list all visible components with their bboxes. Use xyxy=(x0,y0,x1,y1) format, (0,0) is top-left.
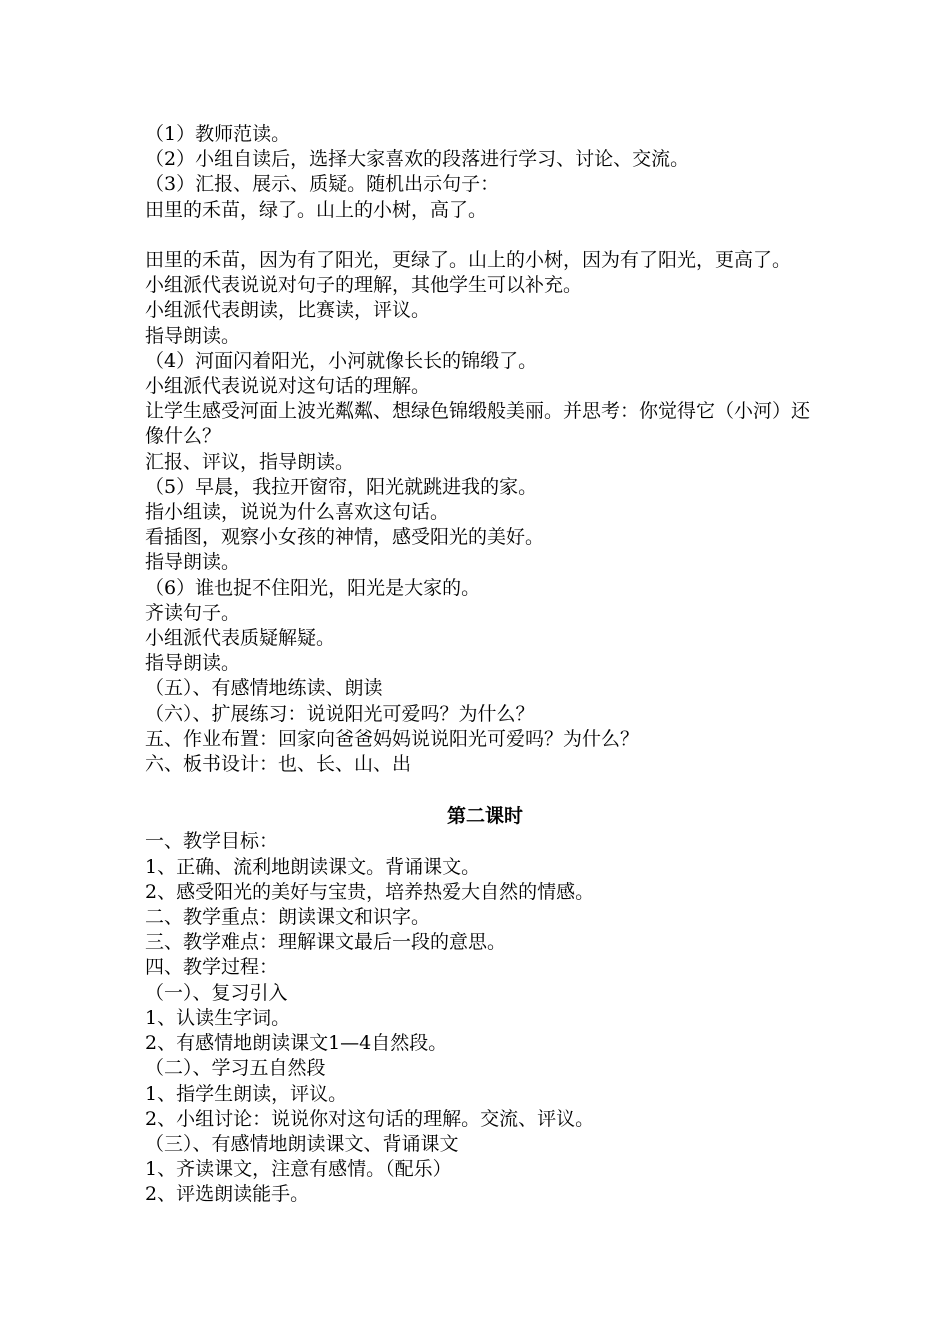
blank-line xyxy=(145,777,825,804)
text-paragraph: 让学生感受河面上波光粼粼、想绿色锦缎般美丽。并思考：你觉得它（小河）还像什么？ xyxy=(145,400,811,448)
text-line: 小组派代表质疑解疑。 xyxy=(145,627,336,650)
text-line: 二、教学重点：朗读课文和识字。 xyxy=(145,906,431,929)
text-line: 小组派代表说说对这句话的理解。 xyxy=(145,375,431,398)
text-line: 汇报、评议，指导朗读。 xyxy=(145,450,355,473)
text-line: 小组派代表朗读，比赛读，评议。 xyxy=(145,299,431,322)
text-line: （五）、有感情地练读、朗读 xyxy=(145,677,383,700)
text-paragraph: 田里的禾苗，因为有了阳光，更绿了。山上的小树，因为有了阳光，更高了。 xyxy=(145,249,792,271)
text-line: 四、教学过程： xyxy=(145,956,279,979)
text-line: 指导朗读。 xyxy=(145,324,241,347)
text-line: 1、齐读课文，注意有感情。（配乐） xyxy=(145,1158,452,1181)
text-line: 齐读句子。 xyxy=(145,601,241,624)
text-line: 田里的禾苗，绿了。山上的小树，高了。 xyxy=(145,198,488,221)
text-line: （6）谁也捉不住阳光，阳光是大家的。 xyxy=(145,576,481,599)
text-line: 看插图，观察小女孩的神情，感受阳光的美好。 xyxy=(145,526,545,549)
text-line: （三）、有感情地朗读课文、背诵课文 xyxy=(145,1132,459,1155)
text-line: （5）早晨，我拉开窗帘，阳光就跳进我的家。 xyxy=(145,475,538,498)
text-line: （2）小组自读后，选择大家喜欢的段落进行学习、讨论、交流。 xyxy=(145,148,690,171)
text-line: 2、有感情地朗读课文1—4自然段。 xyxy=(145,1032,448,1055)
text-line: 指导朗读。 xyxy=(145,652,241,675)
text-line: （4）河面闪着阳光，小河就像长长的锦缎了。 xyxy=(145,349,538,372)
text-line: 指小组读，说说为什么喜欢这句话。 xyxy=(145,501,450,524)
text-line: 小组派代表说说对句子的理解，其他学生可以补充。 xyxy=(145,274,583,297)
text-line: 一、教学目标： xyxy=(145,830,279,853)
text-line: 三、教学难点：理解课文最后一段的意思。 xyxy=(145,931,507,954)
text-line: （3）汇报、展示、质疑。随机出示句子： xyxy=(145,173,500,196)
section-heading: 第二课时 xyxy=(446,805,523,828)
text-line: 指导朗读。 xyxy=(145,551,241,574)
text-line: （1）教师范读。 xyxy=(145,123,291,145)
text-line: 五、作业布置：回家向爸爸妈妈说说阳光可爱吗？为什么？ xyxy=(145,727,640,750)
text-line: （六）、扩展练习：说说阳光可爱吗？为什么？ xyxy=(145,702,535,725)
text-line: （二）、学习五自然段 xyxy=(145,1057,326,1080)
text-line: （一）、复习引入 xyxy=(145,981,288,1004)
text-line: 六、板书设计：也、长、山、出 xyxy=(145,753,412,776)
text-line: 1、正确、流利地朗读课文。背诵课文。 xyxy=(145,855,481,878)
text-line: 1、指学生朗读，评议。 xyxy=(145,1082,348,1105)
blank-line xyxy=(145,223,825,248)
document-body xyxy=(145,122,825,1208)
text-line: 1、认读生字词。 xyxy=(145,1006,291,1029)
text-line: 2、小组讨论：说说你对这句话的理解。交流、评议。 xyxy=(145,1107,595,1130)
text-line: 2、评选朗读能手。 xyxy=(145,1183,310,1206)
text-line: 2、感受阳光的美好与宝贵，培养热爱大自然的情感。 xyxy=(145,880,595,903)
